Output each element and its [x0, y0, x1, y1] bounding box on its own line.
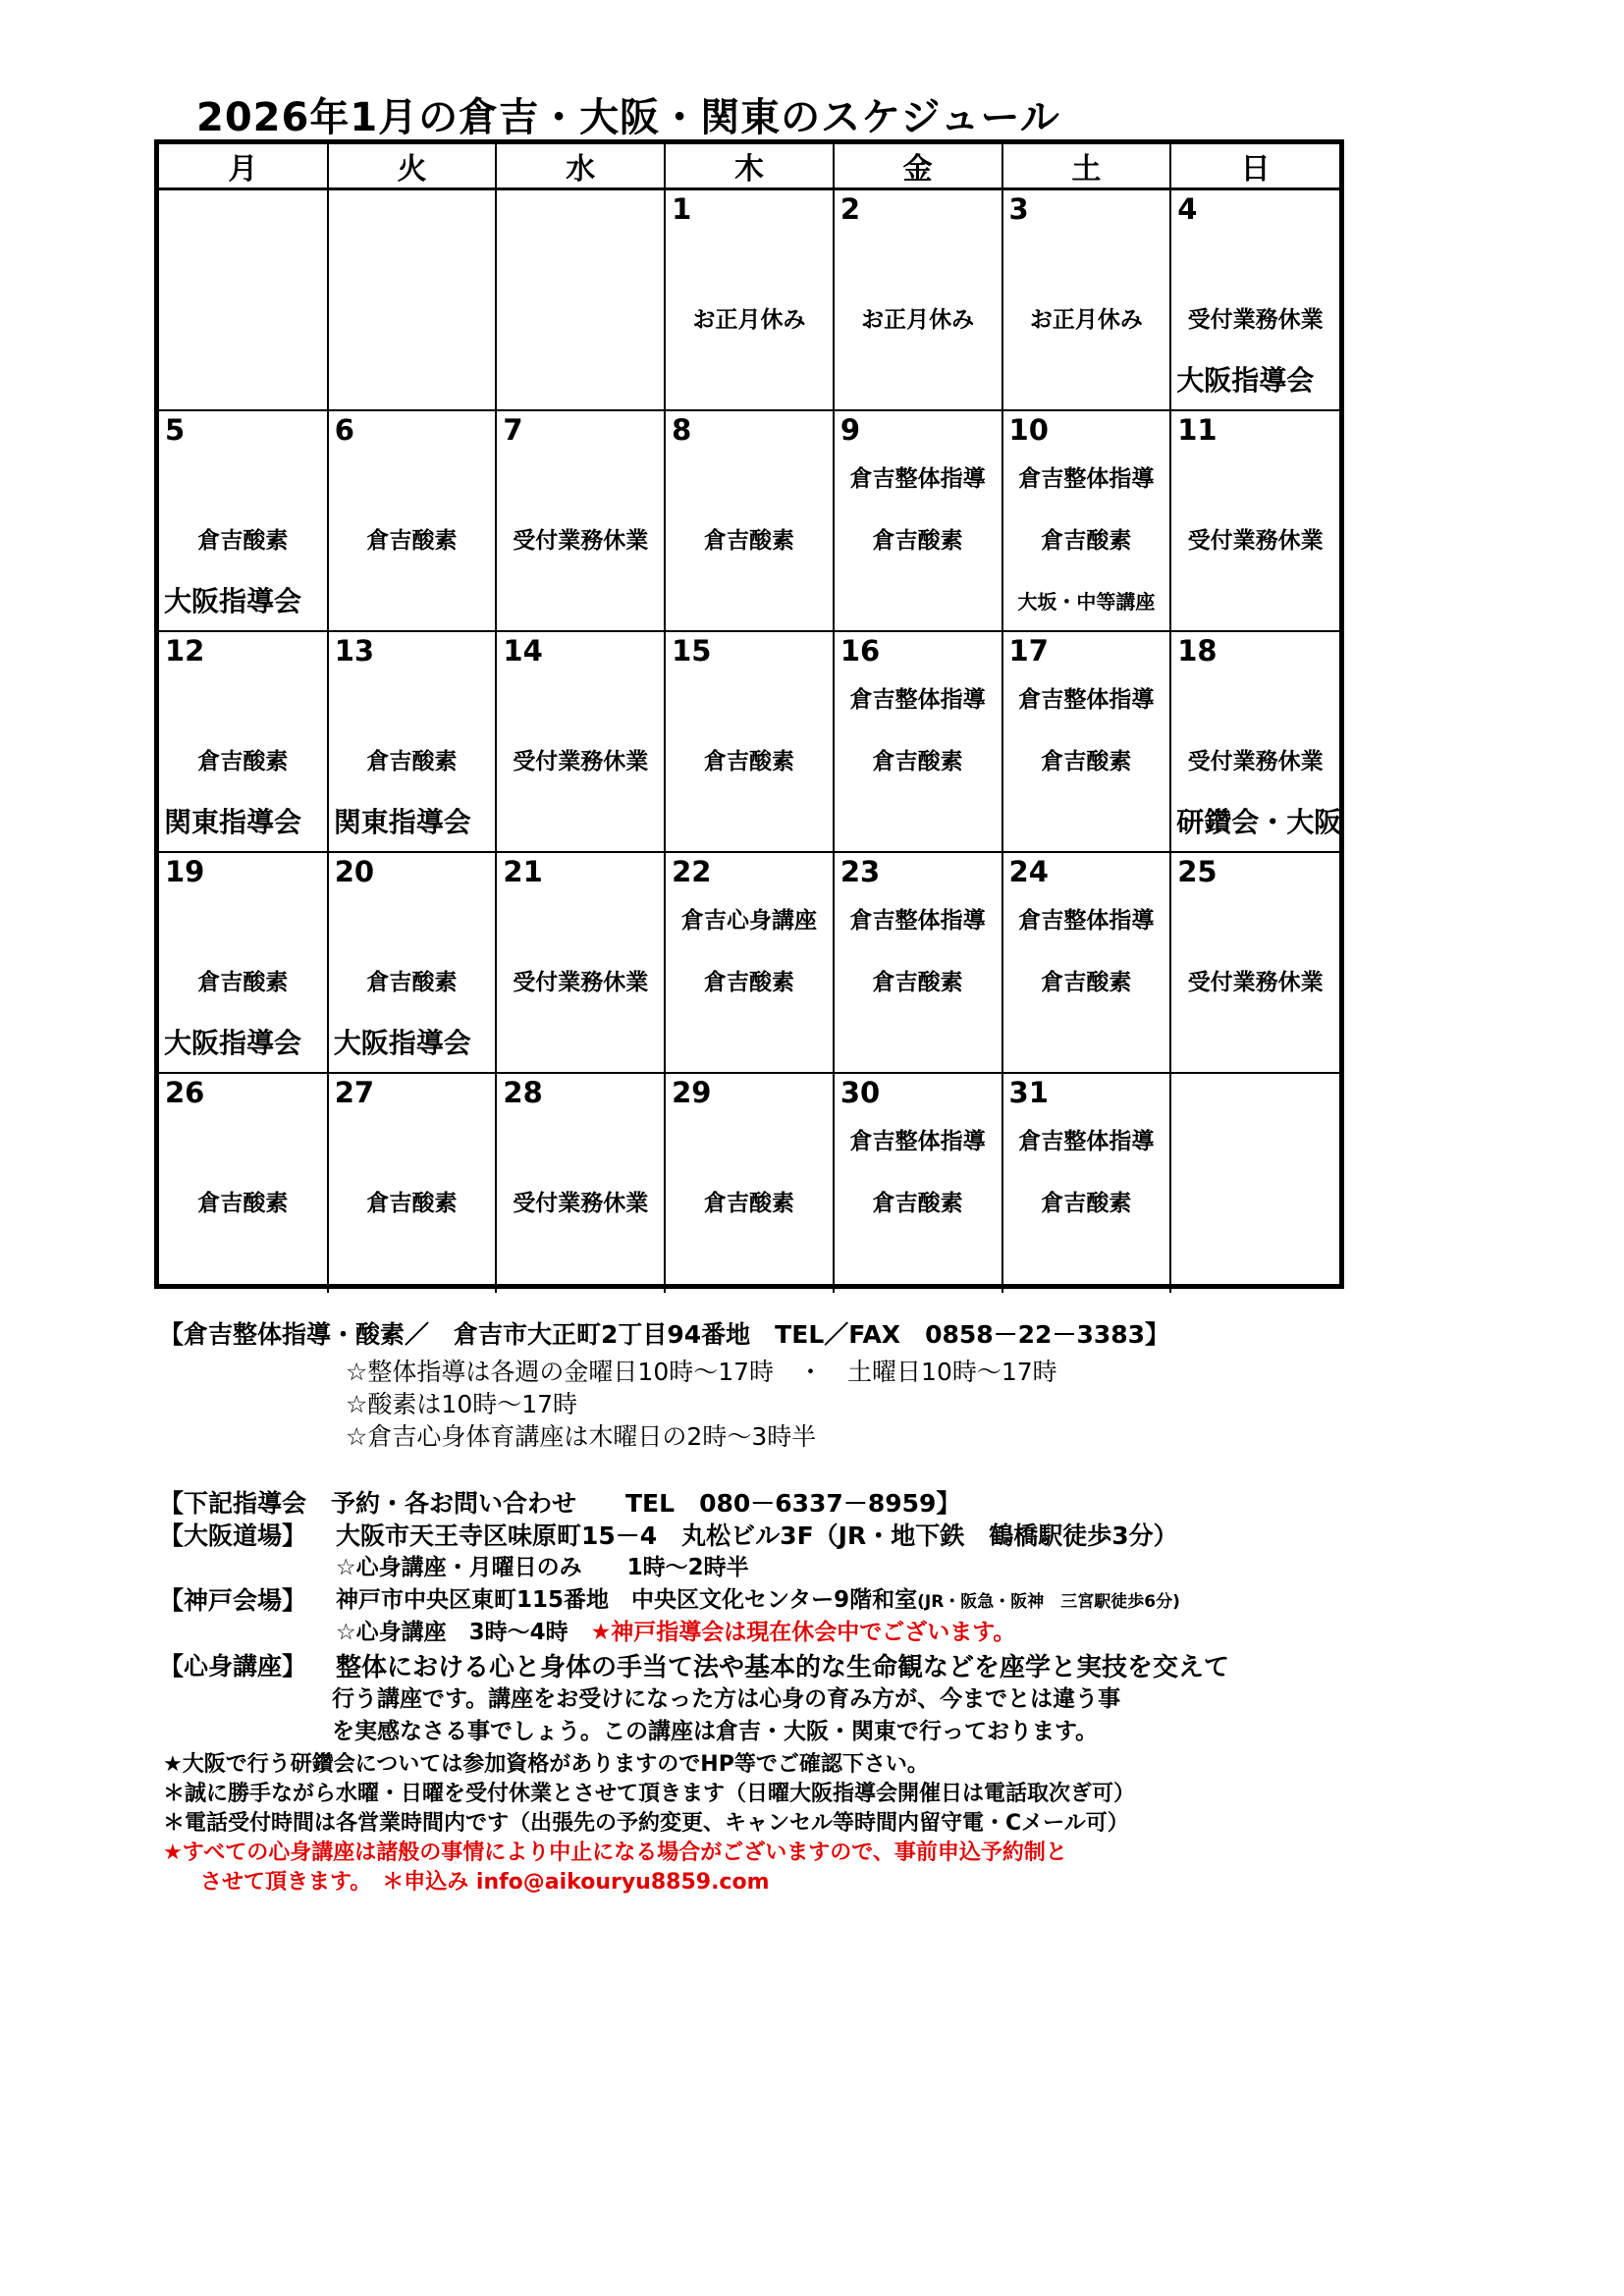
kurayoshi-note-1: ☆整体指導は各週の金曜日10時～17時 ・ 土曜日10時～17時: [346, 1358, 1057, 1386]
day-cell-content: [666, 1074, 833, 1293]
day-cell-content: [1003, 632, 1170, 851]
contact-header: 【下記指導会 予約・各お問い合わせ TEL 080－6337－8959】: [159, 1489, 961, 1518]
day-cell-thu: [665, 852, 834, 1073]
weekday-mon: 月: [159, 144, 328, 189]
note-holiday: ＊誠に勝手ながら水曜・日曜を受付休業とさせて頂きます（日曜大阪指導会開催日は電話取次ぎ可）: [163, 1782, 1136, 1806]
note-kenzan: ★大阪で行う研鑽会については参加資格がありますのでHP等でご確認下さい。: [163, 1752, 929, 1777]
day-cell-mon: [159, 631, 328, 852]
day-cell-content: [497, 632, 664, 851]
day-cell-sat: [1002, 189, 1171, 411]
kobe-note: ☆心身講座 3時～4時: [336, 1620, 568, 1645]
event-bottom: 大坂・中等講座: [1017, 590, 1156, 614]
day-cell-content: [329, 190, 496, 409]
day-number: 14: [503, 634, 543, 667]
event-main: 倉吉酸素: [1041, 528, 1132, 554]
day-cell-sun: [1170, 631, 1342, 852]
day-cell-thu: [665, 1073, 834, 1293]
event-top: 倉吉整体指導: [849, 687, 986, 713]
day-number: 20: [334, 855, 375, 888]
day-number: 3: [1008, 192, 1029, 226]
day-cell-content: [329, 853, 496, 1072]
event-main: 受付業務休業: [513, 1191, 649, 1216]
day-number: 18: [1177, 634, 1218, 667]
day-number: 2: [839, 192, 860, 226]
event-main: お正月休み: [861, 307, 975, 333]
day-cell-sat: [1002, 852, 1171, 1073]
day-cell-content: [1003, 853, 1170, 1072]
shinshin-label: 【心身講座】: [159, 1652, 307, 1681]
day-number: 7: [503, 413, 523, 447]
weekday-fri: 金: [834, 144, 1002, 189]
event-main: 倉吉酸素: [872, 1191, 963, 1216]
event-main: 倉吉酸素: [703, 970, 794, 995]
day-cell-sat: [1002, 631, 1171, 852]
day-number: 30: [839, 1076, 881, 1109]
day-number: 25: [1177, 855, 1218, 888]
event-main: 受付業務休業: [513, 528, 649, 554]
day-cell-content: [329, 1074, 496, 1293]
event-main: 倉吉酸素: [197, 749, 289, 774]
day-cell-content: [497, 411, 664, 630]
event-main: 倉吉酸素: [366, 1191, 458, 1216]
day-number: 5: [165, 413, 186, 447]
day-cell-thu: [665, 410, 834, 631]
day-number: 23: [839, 855, 881, 888]
kurayoshi-header: 【倉吉整体指導・酸素／ 倉吉市大正町2丁目94番地 TEL／FAX 0858－22－3383】: [159, 1320, 1170, 1349]
day-number: 10: [1008, 413, 1049, 447]
day-cell-content: [497, 190, 664, 409]
osaka-address: 大阪市天王寺区味原町15－4 丸松ビル3F（JR・地下鉄 鶴橋駅徒歩3分）: [336, 1522, 1178, 1550]
day-cell-sun: [1170, 410, 1339, 631]
weekday-sun: 日: [1170, 144, 1339, 189]
day-cell-content: [329, 411, 496, 630]
weekday-wed: 水: [496, 144, 665, 189]
day-cell-tue: [328, 189, 497, 411]
day-number: 28: [503, 1076, 543, 1109]
event-main: 倉吉酸素: [1041, 1191, 1132, 1216]
day-number: 22: [672, 855, 712, 888]
event-main: 倉吉酸素: [1041, 749, 1132, 774]
event-top: 倉吉整体指導: [849, 908, 986, 934]
event-top: 倉吉整体指導: [1018, 1129, 1155, 1154]
event-main: 受付業務休業: [1187, 970, 1324, 995]
day-cell-content: [329, 632, 496, 851]
calendar-table: [159, 144, 1342, 1293]
day-cell-content: [835, 190, 1001, 409]
day-cell-fri: [834, 631, 1002, 852]
day-cell-tue: [328, 1073, 497, 1293]
event-main: 倉吉酸素: [197, 970, 289, 995]
day-cell-content: [159, 632, 327, 851]
day-cell-sat: [1002, 410, 1171, 631]
day-cell-mon: [159, 852, 328, 1073]
event-main: 倉吉酸素: [872, 970, 963, 995]
note-application: させて頂きます。 ＊申込み info@aikouryu8859.com: [200, 1870, 770, 1895]
day-cell-content: [1171, 853, 1339, 1072]
calendar: [154, 139, 1344, 1289]
day-cell-mon: [159, 1073, 328, 1293]
kobe-address-text: 神戸市中央区東町115番地 中央区文化センター9階和室: [336, 1587, 918, 1613]
day-cell-content: [1003, 1074, 1170, 1293]
day-cell-content: [1003, 190, 1170, 409]
kobe-note-line: [336, 1614, 1015, 1646]
event-main: 受付業務休業: [1187, 307, 1324, 333]
day-cell-thu: [665, 189, 834, 411]
day-cell-sun: [1170, 852, 1339, 1073]
day-cell-content: [1171, 1074, 1339, 1293]
event-main: 倉吉酸素: [703, 749, 794, 774]
event-main: 倉吉酸素: [197, 1191, 289, 1216]
day-cell-thu: [665, 631, 834, 852]
day-cell-wed: [496, 410, 665, 631]
day-number: 15: [672, 634, 712, 667]
day-cell-wed: [496, 852, 665, 1073]
kurayoshi-note-3: ☆倉吉心身体育講座は木曜日の2時～3時半: [346, 1422, 817, 1451]
week-row: [159, 1073, 1339, 1293]
kobe-address: [336, 1581, 1180, 1614]
day-cell-content: [497, 853, 664, 1072]
day-cell-tue: [328, 852, 497, 1073]
event-main: 倉吉酸素: [366, 749, 458, 774]
shinshin-desc-3: を実感なさる事でしょう。この講座は倉吉・大阪・関東で行っております。: [332, 1719, 1099, 1744]
weekday-sat: 土: [1002, 144, 1171, 189]
osaka-note: ☆心身講座・月曜日のみ 1時～2時半: [336, 1555, 749, 1580]
event-main: 倉吉酸素: [872, 749, 963, 774]
shinshin-desc-1: 整体における心と身体の手当て法や基本的な生命観などを座学と実技を交えて: [336, 1653, 1230, 1682]
day-cell-content: [835, 853, 1001, 1072]
day-cell-tue: [328, 410, 497, 631]
day-cell-tue: [328, 631, 497, 852]
day-cell-content: [159, 853, 327, 1072]
day-cell-wed: [496, 631, 665, 852]
event-main: お正月休み: [1029, 307, 1143, 333]
event-top: 倉吉整体指導: [849, 1129, 986, 1154]
day-cell-sun: [1170, 189, 1339, 411]
event-top: 倉吉整体指導: [1018, 908, 1155, 934]
event-main: 受付業務休業: [1187, 749, 1324, 774]
day-cell-content: [666, 190, 833, 409]
day-cell-mon: [159, 410, 328, 631]
day-cell-content: [1171, 411, 1339, 630]
day-number: 8: [672, 413, 692, 447]
day-cell-content: [666, 853, 833, 1072]
page-title: 2026年1月の倉吉・大阪・関東のスケジュール: [196, 95, 1060, 140]
day-cell-fri: [834, 852, 1002, 1073]
day-cell-content: [497, 1074, 664, 1293]
day-number: 9: [839, 413, 860, 447]
day-cell-content: [666, 632, 833, 851]
kobe-label: 【神戸会場】: [159, 1586, 307, 1615]
event-bottom: 大阪指導会: [164, 585, 302, 617]
day-number: 27: [334, 1076, 375, 1109]
event-main: 倉吉酸素: [1041, 970, 1132, 995]
event-main: 倉吉酸素: [366, 528, 458, 554]
weekday-tue: 火: [328, 144, 497, 189]
event-main: 受付業務休業: [513, 749, 649, 774]
day-cell-content: [666, 411, 833, 630]
weekday-header-row: [159, 144, 1339, 189]
day-number: 11: [1177, 413, 1218, 447]
day-cell-fri: [834, 1073, 1002, 1293]
day-cell-wed: [496, 1073, 665, 1293]
day-cell-fri: [834, 410, 1002, 631]
event-main: 倉吉酸素: [703, 1191, 794, 1216]
event-main: 倉吉酸素: [197, 528, 289, 554]
day-number: 1: [672, 192, 692, 226]
note-cancellation: ★すべての心身講座は諸般の事情により中止になる場合がございますので、事前申込予約制と: [163, 1841, 1067, 1865]
day-cell-mon: [159, 189, 328, 411]
event-bottom: 関東指導会: [164, 806, 302, 838]
event-main: 倉吉酸素: [366, 970, 458, 995]
note-phone-hours: ＊電話受付時間は各営業時間内です（出張先の予約変更、キャンセル等時間内留守電・Cメール可）: [163, 1811, 1129, 1836]
event-top: 倉吉整体指導: [1018, 687, 1155, 713]
day-number: 17: [1008, 634, 1049, 667]
event-top: 倉吉心身講座: [680, 908, 817, 934]
day-number: 13: [334, 634, 375, 667]
day-cell-sun: [1170, 1073, 1339, 1293]
osaka-label: 【大阪道場】: [159, 1522, 307, 1550]
week-row: [159, 852, 1339, 1073]
day-cell-content: [835, 1074, 1001, 1293]
event-bottom: 関東指導会: [333, 806, 471, 838]
kobe-closed-notice: ★神戸指導会は現在休会中でございます。: [590, 1620, 1016, 1645]
event-bottom: 大阪指導会: [164, 1027, 302, 1059]
event-main: 倉吉酸素: [703, 528, 794, 554]
event-main: お正月休み: [692, 307, 806, 333]
kurayoshi-note-2: ☆酸素は10時～17時: [346, 1390, 578, 1418]
day-number: 6: [334, 413, 354, 447]
day-cell-wed: [496, 189, 665, 411]
day-cell-fri: [834, 189, 1002, 411]
event-main: 受付業務休業: [513, 970, 649, 995]
event-main: 受付業務休業: [1187, 528, 1324, 554]
shinshin-desc-2: 行う講座です。講座をお受けになった方は心身の育み方が、今までとは違う事: [332, 1686, 1121, 1712]
weekday-thu: 木: [665, 144, 834, 189]
day-number: 26: [165, 1076, 205, 1109]
day-cell-content: [159, 190, 327, 409]
day-cell-content: [159, 1074, 327, 1293]
day-number: 21: [503, 855, 543, 888]
day-number: 31: [1008, 1076, 1049, 1109]
day-number: 29: [672, 1076, 712, 1109]
day-cell-content: [1003, 411, 1170, 630]
event-top: 倉吉整体指導: [849, 466, 986, 492]
day-number: 12: [165, 634, 205, 667]
day-cell-content: [1171, 632, 1342, 851]
week-row: [159, 410, 1339, 631]
day-cell-content: [1171, 190, 1339, 409]
day-cell-content: [835, 411, 1001, 630]
day-number: 4: [1177, 192, 1198, 226]
day-number: 16: [839, 634, 881, 667]
day-cell-sat: [1002, 1073, 1171, 1293]
event-bottom: 研鑽会・大阪: [1176, 806, 1342, 838]
week-row: [159, 189, 1339, 411]
event-bottom: 大阪指導会: [333, 1027, 471, 1059]
day-number: 19: [165, 855, 205, 888]
week-row: [159, 631, 1339, 852]
day-cell-content: [835, 632, 1001, 851]
event-bottom: 大阪指導会: [1176, 364, 1315, 397]
day-number: 24: [1008, 855, 1049, 888]
kobe-access: (JR・阪急・阪神 三宮駅徒歩6分): [917, 1592, 1180, 1612]
event-main: 倉吉酸素: [872, 528, 963, 554]
event-top: 倉吉整体指導: [1018, 466, 1155, 492]
day-cell-content: [159, 411, 327, 630]
